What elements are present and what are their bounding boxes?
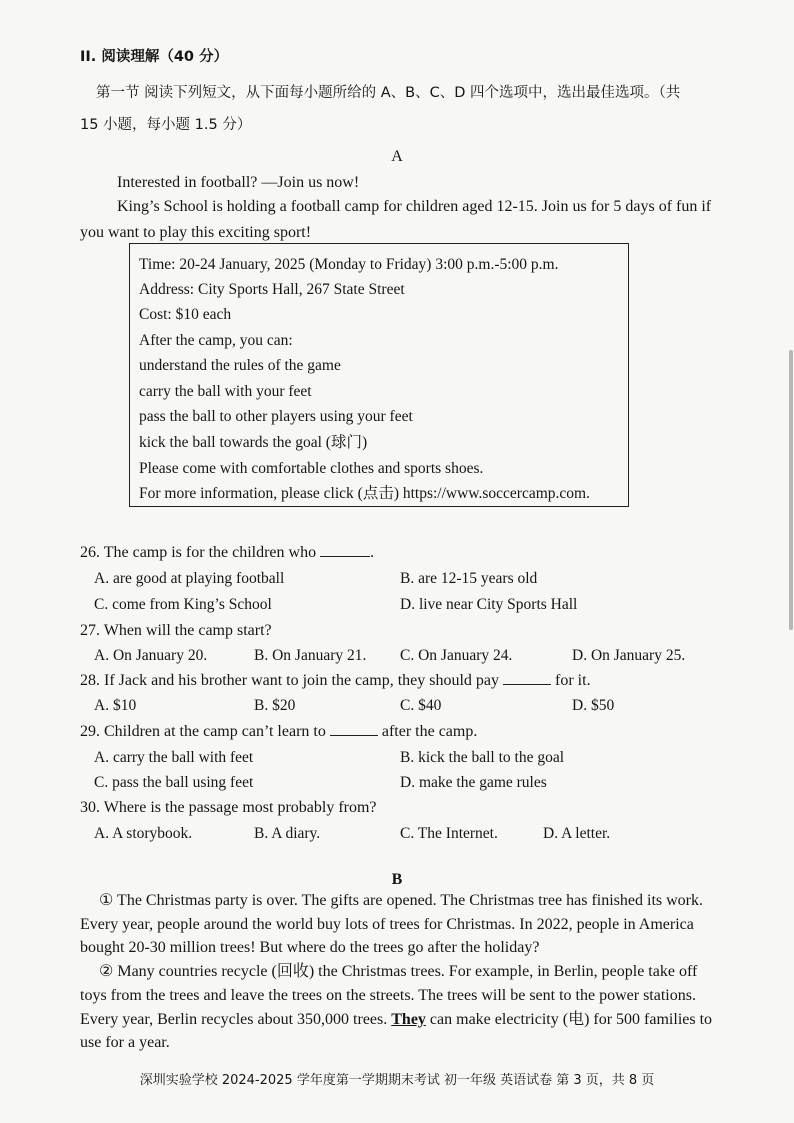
passage-a-intro-3: you want to play this exciting sport! xyxy=(80,224,312,241)
notice-item-pass: pass the ball to other players using your feet xyxy=(139,408,413,425)
notice-item-carry: carry the ball with your feet xyxy=(139,383,312,400)
q28-stem: 28. If Jack and his brother want to join the camp, they should pay xyxy=(80,672,500,689)
q27-option-a: A. On January 20. xyxy=(94,647,208,664)
passage-b-p1-line2: Every year, people around the world buy lots of trees for Christmas. In 2022, people in America xyxy=(80,916,694,933)
section-title: II. 阅读理解（40 分） xyxy=(80,49,229,65)
q29-option-b: B. kick the ball to the goal xyxy=(400,749,565,766)
q30-option-a: A. A storybook. xyxy=(94,825,193,842)
p2-line3-end: can make electricity (电) for 500 families to xyxy=(429,1011,713,1028)
passage-a-intro-2: King’s School is holding a football camp for children aged 12-15. Join us for 5 days of fun if xyxy=(117,198,712,215)
passage-a-label: A xyxy=(391,148,403,165)
answer-blank xyxy=(330,721,378,736)
q26-option-c: C. come from King’s School xyxy=(94,596,272,613)
question-26 xyxy=(80,542,374,564)
notice-item-kick: kick the ball towards the goal (球门) xyxy=(139,434,368,451)
question-30: 30. Where is the passage most probably from? xyxy=(80,799,377,816)
q27-option-b: B. On January 21. xyxy=(254,647,367,664)
answer-blank xyxy=(320,542,370,557)
passage-b-label: B xyxy=(391,871,403,888)
q28-end: for it. xyxy=(555,672,591,689)
underlined-word-they: They xyxy=(391,1011,426,1028)
q30-option-d: D. A letter. xyxy=(543,825,611,842)
notice-item-rules: understand the rules of the game xyxy=(139,357,341,374)
notice-cost: Cost: $10 each xyxy=(139,306,232,323)
passage-a-intro-1: Interested in football? —Join us now! xyxy=(117,174,360,191)
notice-time: Time: 20-24 January, 2025 (Monday to Friday) 3:00 p.m.-5:00 p.m. xyxy=(139,256,559,273)
question-29 xyxy=(80,721,477,743)
passage-b-p2-line1: ② Many countries recycle (回收) the Christmas trees. For example, in Berlin, people take off xyxy=(99,963,698,980)
q26-end: . xyxy=(370,544,375,561)
instructions-line-2: 15 小题，每小题 1.5 分） xyxy=(80,117,252,133)
notice-after-camp: After the camp, you can: xyxy=(139,332,293,349)
passage-b-p2-line4: use for a year. xyxy=(80,1034,170,1051)
question-28 xyxy=(80,670,591,692)
q26-option-b: B. are 12-15 years old xyxy=(400,570,538,587)
notice-address: Address: City Sports Hall, 267 State Street xyxy=(139,281,405,298)
q28-option-a: A. $10 xyxy=(94,697,137,714)
p2-line3-start: Every year, Berlin recycles about 350,000 trees. xyxy=(80,1011,388,1028)
q26-option-d: D. live near City Sports Hall xyxy=(400,596,578,613)
q26-stem: 26. The camp is for the children who xyxy=(80,544,317,561)
q29-option-d: D. make the game rules xyxy=(400,774,547,791)
q29-option-c: C. pass the ball using feet xyxy=(94,774,254,791)
question-27: 27. When will the camp start? xyxy=(80,622,272,639)
instructions-line-1: 第一节 阅读下列短文，从下面每小题所给的 A、B、C、D 四个选项中，选出最佳选项。（共 xyxy=(96,85,681,101)
answer-blank xyxy=(503,670,551,685)
q29-stem: 29. Children at the camp can’t learn to xyxy=(80,723,326,740)
q30-option-c: C. The Internet. xyxy=(400,825,498,842)
q26-option-a: A. are good at playing football xyxy=(94,570,285,587)
q29-option-a: A. carry the ball with feet xyxy=(94,749,254,766)
q29-end: after the camp. xyxy=(381,723,478,740)
page-footer: 深圳实验学校 2024-2025 学年度第一学期期末考试 初一年级 英语试卷 第 3 页，共 8 页 xyxy=(139,1073,655,1088)
notice-more-info: For more information, please click (点击) https://www.soccercamp.com. xyxy=(139,485,590,502)
q27-option-d: D. On January 25. xyxy=(572,647,686,664)
q30-option-b: B. A diary. xyxy=(254,825,321,842)
passage-b-p2-line3 xyxy=(80,1009,712,1031)
q28-option-b: B. $20 xyxy=(254,697,296,714)
notice-clothes: Please come with comfortable clothes and sports shoes. xyxy=(139,460,484,477)
q28-option-d: D. $50 xyxy=(572,697,615,714)
passage-b-p1-line1: ① The Christmas party is over. The gifts are opened. The Christmas tree has finished its work. xyxy=(99,892,704,909)
q27-option-c: C. On January 24. xyxy=(400,647,513,664)
scrollbar[interactable] xyxy=(789,350,793,630)
q28-option-c: C. $40 xyxy=(400,697,442,714)
passage-b-p1-line3: bought 20-30 million trees! But where do the trees go after the holiday? xyxy=(80,939,540,956)
camp-notice-box xyxy=(129,243,629,507)
passage-b-p2-line2: toys from the trees and leave the trees on the streets. The trees will be sent to the power stations. xyxy=(80,987,696,1004)
